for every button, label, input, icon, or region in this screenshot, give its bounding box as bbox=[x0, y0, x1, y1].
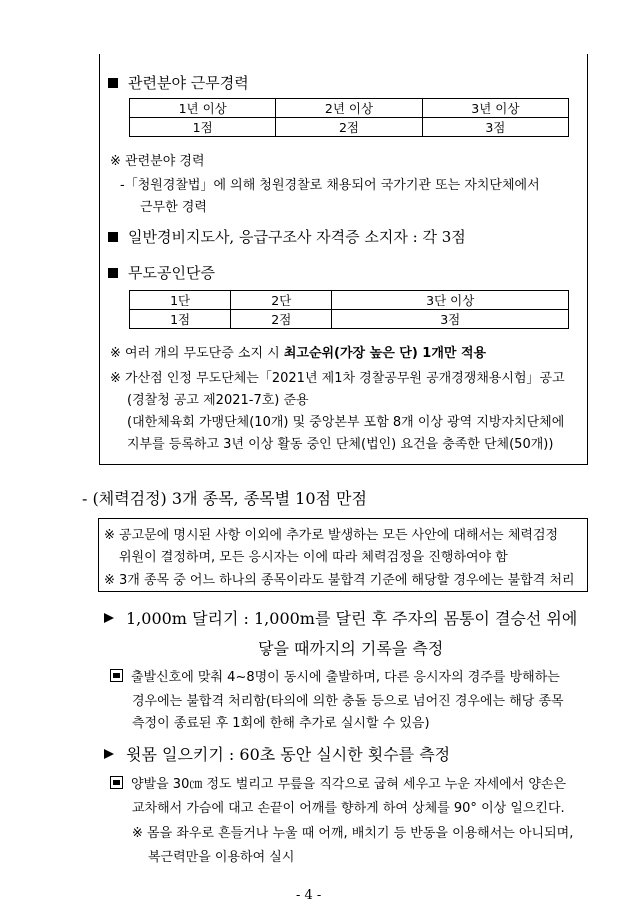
square-bullet-icon bbox=[108, 232, 118, 242]
situp-title: 윗몸 일으키기 : 60초 동안 실시한 횟수를 측정 bbox=[104, 742, 450, 765]
martial-note-2-line: (경찰청 공고 제2021-7호) 준용 bbox=[127, 393, 309, 408]
situp-detail-line: 교차해서 가슴에 대고 손끝이 어깨를 향하게 하여 상체를 90° 이상 일으킨다. bbox=[132, 801, 565, 816]
table-cell: 3년 이상 bbox=[422, 99, 568, 118]
career-table bbox=[129, 98, 569, 137]
table-cell: 2점 bbox=[231, 310, 332, 329]
table-cell: 3단 이상 bbox=[332, 291, 569, 310]
martial-arts-table bbox=[129, 290, 569, 329]
arrow-bullet-icon bbox=[104, 749, 114, 759]
table-cell: 1년 이상 bbox=[130, 99, 276, 118]
career-note-line: -「청원경찰법」에 의해 청원경찰로 채용되어 국가기관 또는 자치단체에서 bbox=[120, 178, 540, 193]
table-row bbox=[130, 118, 569, 137]
license-heading: 일반경비지도사, 응급구조사 자격증 소지자 : 각 3점 bbox=[108, 226, 466, 247]
martial-arts-heading: 무도공인단증 bbox=[108, 262, 215, 283]
table-cell: 3점 bbox=[422, 118, 568, 137]
square-bullet-icon bbox=[108, 268, 118, 278]
martial-note-2-line: 지부를 등록하고 3년 이상 활동 중인 단체(법인) 요건을 충족한 단체(50개)) bbox=[127, 437, 554, 452]
run-detail-line: 측정이 종료된 후 1회에 한해 추가로 실시할 수 있음) bbox=[132, 716, 430, 731]
table-cell: 2점 bbox=[276, 118, 422, 137]
table-row bbox=[130, 99, 569, 118]
situp-note: ※ 몸을 좌우로 흔들거나 누울 때 어깨, 배치기 등 반동을 이용해서는 아니되며, bbox=[132, 826, 574, 841]
run-detail-line: 경우에는 불합격 처리함(타의에 의한 충돌 등으로 넘어진 경우에는 해당 종목 bbox=[132, 694, 564, 709]
table-cell: 2년 이상 bbox=[276, 99, 422, 118]
table-row bbox=[130, 310, 569, 329]
run-detail: 출발신호에 맞춰 4~8명이 동시에 출발하며, 다른 응시자의 경주를 방해하는 bbox=[110, 666, 560, 685]
career-note-title: ※ 관련분야 경력 bbox=[110, 154, 205, 169]
checkbox-bullet-icon bbox=[110, 776, 123, 789]
martial-note-1: ※ 여러 개의 무도단증 소지 시 최고순위(가장 높은 단) 1개만 적용 bbox=[110, 346, 487, 361]
checkbox-bullet-icon bbox=[110, 669, 123, 682]
situp-detail: 양발을 30㎝ 정도 벌리고 무릎을 직각으로 굽혀 세우고 누운 자세에서 양손은 bbox=[110, 773, 566, 792]
table-cell: 2단 bbox=[231, 291, 332, 310]
page-number: - 4 - bbox=[296, 888, 322, 903]
table-row bbox=[130, 291, 569, 310]
table-cell: 3점 bbox=[332, 310, 569, 329]
martial-note-2-line: (대한체육회 가맹단체(10개) 및 중앙본부 포함 8개 이상 광역 지방자치단체에 bbox=[127, 415, 565, 430]
table-cell: 1점 bbox=[130, 310, 231, 329]
notice-line: ※ 3개 종목 중 어느 하나의 종목이라도 불합격 기준에 해당할 경우에는 불합격 처리 bbox=[104, 573, 575, 588]
arrow-bullet-icon bbox=[104, 613, 114, 623]
table-cell: 1점 bbox=[130, 118, 276, 137]
run-title-line2: 닿을 때까지의 기록을 측정 bbox=[258, 639, 444, 658]
career-note-line: 근무한 경력 bbox=[140, 200, 207, 215]
table-cell: 1단 bbox=[130, 291, 231, 310]
situp-note-line: 복근력만을 이용하여 실시 bbox=[148, 850, 295, 865]
run-title: 1,000m 달리기 : 1,000m를 달린 후 주자의 몸통이 결승선 위에 bbox=[104, 606, 577, 629]
square-bullet-icon bbox=[108, 78, 118, 88]
martial-note-2: ※ 가산점 인정 무도단체는「2021년 제1차 경찰공무원 공개경쟁채용시험」공고 bbox=[110, 371, 565, 386]
fitness-heading: - (체력검정) 3개 종목, 종목별 10점 만점 bbox=[82, 489, 367, 508]
notice-line: 위원이 결정하며, 모든 응시자는 이에 따라 체력검정을 진행하여야 함 bbox=[119, 550, 508, 565]
notice-line: ※ 공고문에 명시된 사항 이외에 추가로 발생하는 모든 사안에 대해서는 체력검정 bbox=[104, 528, 559, 543]
career-heading: 관련분야 근무경력 bbox=[108, 72, 249, 93]
